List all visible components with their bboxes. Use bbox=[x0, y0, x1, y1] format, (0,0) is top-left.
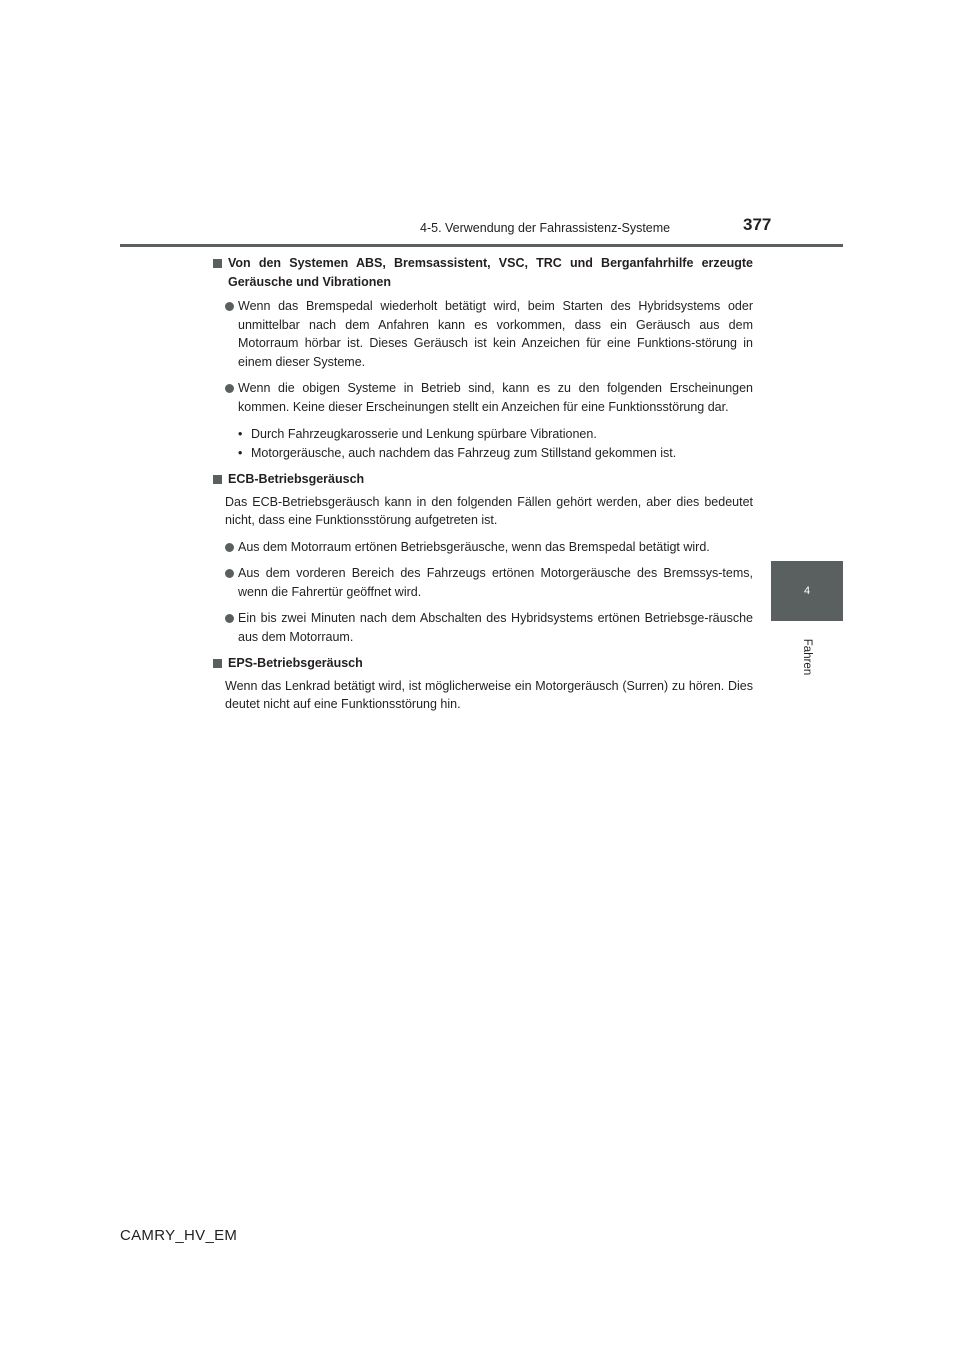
list-item bbox=[225, 538, 753, 557]
square-bullet-icon bbox=[213, 259, 222, 268]
chapter-label: Fahren bbox=[801, 638, 813, 676]
circle-bullet-icon bbox=[225, 384, 234, 393]
model-code-footer: CAMRY_HV_EM bbox=[120, 1227, 238, 1244]
circle-bullet-icon bbox=[225, 569, 234, 578]
sub-list-item-text: Durch Fahrzeugkarosserie und Lenkung spürbare Vibrationen. bbox=[251, 427, 597, 441]
list-item-text: Aus dem Motorraum ertönen Betriebsgeräusche, wenn das Bremspedal betätigt wird. bbox=[238, 539, 710, 554]
circle-bullet-icon bbox=[225, 614, 234, 623]
sub-list-item-text: Motorgeräusche, auch nachdem das Fahrzeug zum Stillstand gekommen ist. bbox=[251, 445, 677, 460]
section-heading-text: Von den Systemen ABS, Bremsassistent, VSC, TRC und Berganfahrhilfe erzeugte Geräusche und Vibrationen bbox=[228, 256, 753, 289]
sub-list-item bbox=[238, 425, 753, 444]
header-rule bbox=[120, 244, 843, 247]
section-heading-eps bbox=[210, 654, 753, 673]
chapter-number: 4 bbox=[803, 585, 811, 597]
section-heading-abs bbox=[210, 254, 753, 291]
list-item bbox=[225, 564, 753, 601]
section-heading-ecb bbox=[210, 470, 753, 489]
sub-bullet-marker: • bbox=[238, 445, 243, 460]
section-heading-text: ECB-Betriebsgeräusch bbox=[228, 472, 365, 486]
square-bullet-icon bbox=[213, 475, 222, 484]
list-item bbox=[225, 379, 753, 416]
page-number: 377 bbox=[743, 215, 772, 234]
circle-bullet-icon bbox=[225, 302, 234, 311]
sub-bullet-marker: • bbox=[238, 427, 243, 441]
list-item bbox=[225, 609, 753, 646]
circle-bullet-icon bbox=[225, 543, 234, 552]
list-item-text: Ein bis zwei Minuten nach dem Abschalten des Hybridsystems ertönen Betriebsge-räusche aus dem Motorraum. bbox=[238, 611, 753, 644]
list-item-text: Wenn das Bremspedal wiederholt betätigt wird, beim Starten des Hybridsystems oder unmittelbar nach dem Anfahren kann es vorkommen, dass ein Geräusch aus dem Motorraum hörbar ist. Dieses Geräusch ist kein Anzeichen für eine Funktions-störung in einem dieser Systeme. bbox=[238, 299, 753, 369]
list-item bbox=[225, 297, 753, 371]
section-paragraph: Wenn das Lenkrad betätigt wird, ist möglicherweise ein Motorgeräusch (Surren) zu hören. Dies deutet nicht auf eine Funktionsstörung hin. bbox=[225, 678, 753, 711]
section-paragraph: Das ECB-Betriebsgeräusch kann in den folgenden Fällen gehört werden, aber dies bedeutet nicht, dass eine Funktionsstörung aufgetreten ist. bbox=[225, 494, 753, 527]
running-header-title: 4-5. Verwendung der Fahrassistenz-Systeme bbox=[420, 221, 671, 235]
page-content bbox=[210, 254, 753, 714]
list-item-text: Aus dem vorderen Bereich des Fahrzeugs ertönen Motorgeräusche des Bremssys-tems, wenn die Fahrertür geöffnet wird. bbox=[238, 566, 753, 599]
square-bullet-icon bbox=[213, 659, 222, 668]
list-item-text: Wenn die obigen Systeme in Betrieb sind, kann es zu den folgenden Erscheinungen kommen. Keine dieser Erscheinungen stellt ein Anzeichen für eine Funktionsstörung dar. bbox=[238, 381, 753, 414]
section-heading-text: EPS-Betriebsgeräusch bbox=[228, 656, 363, 670]
sub-list bbox=[238, 425, 753, 462]
chapter-tab bbox=[771, 561, 843, 621]
sub-list-item bbox=[238, 444, 753, 463]
